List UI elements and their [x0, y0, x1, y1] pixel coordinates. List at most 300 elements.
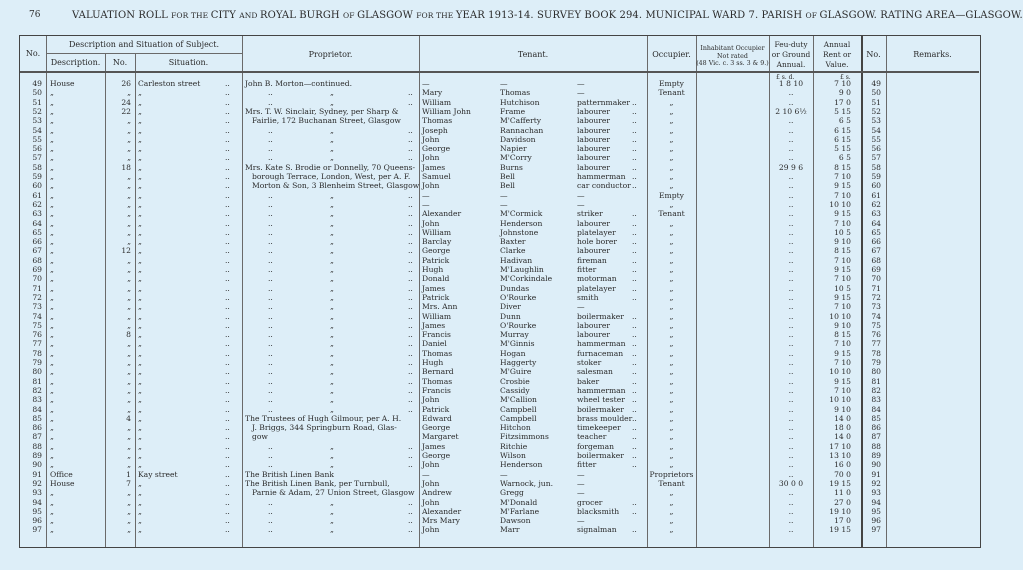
annual-rent: 6 5: [838, 153, 851, 163]
row-number: 54: [32, 125, 42, 135]
occupier: „: [669, 97, 674, 107]
situation: „: [138, 432, 142, 442]
row-number: 62: [32, 199, 42, 209]
situation: „: [138, 153, 142, 163]
situation: „: [138, 525, 142, 535]
leader-dots: ..: [225, 441, 230, 451]
row-number-right: 78: [871, 348, 881, 358]
leader-dots: ..: [225, 162, 230, 172]
proprietor-ditto: „: [330, 134, 334, 144]
leader-dots: ..: [225, 283, 230, 293]
feu-duty: 29 9 6: [778, 162, 804, 172]
street-number: „: [127, 283, 131, 293]
annual-rent: 16 0: [834, 460, 851, 470]
row-number-right: 88: [871, 441, 881, 451]
tenant-occupation: —: [577, 190, 585, 200]
leader-dots: ..: [225, 255, 230, 265]
tenant-surname: Henderson: [500, 218, 543, 228]
leader-dots: ..: [632, 106, 637, 116]
annual-rent: 14 0: [834, 432, 851, 442]
tenant-surname: Haggerty: [500, 358, 537, 367]
situation: „: [138, 190, 142, 200]
row-number-right: 73: [871, 302, 881, 312]
occupier: „: [669, 311, 674, 321]
row-number: 72: [32, 292, 42, 302]
feu-duty: ..: [788, 246, 794, 256]
annual-rent: 10 5: [834, 283, 851, 293]
proprietor-ditto: „: [330, 506, 334, 516]
proprietor-entry: gow: [252, 432, 268, 442]
situation: „: [138, 144, 142, 154]
leader-dots: ..: [225, 348, 230, 358]
row-number-right: 83: [871, 395, 881, 405]
annual-rent: 9 15: [834, 209, 851, 219]
table-row: [20, 135, 982, 144]
description: „: [50, 283, 54, 293]
table-row: [20, 265, 982, 274]
leader-dots: ..: [632, 497, 637, 507]
leader-dots: ..: [268, 190, 273, 200]
header-inhabitant-line1: Inhabitant Occupier: [700, 45, 765, 52]
tenant-first-name: James: [422, 162, 446, 172]
tenant-first-name: Francis: [422, 330, 451, 340]
tenant-surname: Fitzsimmons: [500, 432, 549, 442]
description: „: [50, 181, 54, 191]
title-part: VALUATION ROLL: [72, 10, 172, 21]
situation: „: [138, 423, 142, 433]
description: „: [50, 488, 54, 498]
leader-dots: ..: [632, 265, 637, 274]
tenant-surname: M'Cormick: [500, 209, 543, 219]
occupier: „: [669, 172, 674, 181]
occupier: „: [669, 488, 674, 498]
annual-rent: 6 5: [838, 116, 851, 126]
street-number: 7: [126, 478, 131, 488]
row-number-right: 53: [871, 116, 881, 126]
occupier: „: [669, 265, 674, 274]
situation: „: [138, 441, 142, 451]
row-number-right: 56: [871, 144, 881, 154]
table-row: [20, 163, 982, 172]
annual-rent: 19 15: [829, 478, 851, 488]
row-number: 57: [32, 153, 42, 163]
tenant-occupation: wheel tester: [577, 395, 625, 405]
title-part: CITY: [210, 10, 240, 21]
feu-duty: ..: [788, 172, 794, 181]
situation: „: [138, 172, 142, 181]
proprietor-entry: Mrs. Kate S. Brodie or Donnelly, 70 Queens-: [245, 162, 416, 172]
table-row: [20, 144, 982, 153]
row-number-right: 68: [871, 255, 881, 265]
table-row: [20, 460, 982, 469]
row-number: 49: [32, 79, 42, 88]
street-number: 12: [121, 246, 131, 256]
description: „: [50, 134, 54, 144]
header-sub-no: No.: [112, 58, 128, 67]
leader-dots: ..: [225, 237, 230, 247]
leader-dots: ..: [268, 348, 273, 358]
leader-dots: ..: [408, 246, 413, 256]
tenant-occupation: brass moulder: [577, 413, 633, 423]
leader-dots: ..: [408, 339, 413, 349]
leader-dots: ..: [632, 451, 637, 460]
row-number: 92: [32, 478, 42, 488]
leader-dots: ..: [268, 237, 273, 247]
annual-rent: 9 10: [834, 237, 851, 247]
row-number-right: 80: [871, 367, 881, 377]
annual-rent: 8 15: [834, 246, 851, 256]
row-number-right: 89: [871, 451, 881, 460]
situation: „: [138, 516, 142, 526]
tenant-surname: Cassidy: [500, 385, 530, 395]
leader-dots: ..: [268, 246, 273, 256]
tenant-surname: Hutchison: [500, 97, 540, 107]
annual-rent: 6 15: [834, 134, 851, 144]
table-row: [20, 107, 982, 116]
leader-dots: ..: [225, 311, 230, 321]
tenant-occupation: teacher: [577, 432, 607, 442]
tenant-surname: Hogan: [500, 348, 526, 358]
row-number-right: 86: [871, 423, 881, 433]
row-number-right: 61: [871, 190, 881, 200]
table-row: [20, 181, 982, 190]
proprietor-ditto: „: [330, 460, 334, 470]
header-feu-line3: Annual.: [776, 60, 806, 69]
leader-dots: ..: [225, 79, 230, 88]
row-number-right: 58: [871, 162, 881, 172]
occupier: „: [669, 274, 674, 284]
annual-rent: 7 10: [834, 302, 851, 312]
tenant-surname: Baxter: [500, 237, 526, 247]
tenant-first-name: James: [422, 320, 446, 330]
row-number: 96: [32, 516, 42, 526]
annual-rent: 7 10: [834, 172, 851, 181]
occupier: „: [669, 125, 674, 135]
tenant-surname: Davidson: [500, 134, 536, 144]
tenant-first-name: James: [422, 283, 446, 293]
street-number: „: [127, 358, 131, 367]
proprietor-ditto: „: [330, 237, 334, 247]
feu-duty: ..: [788, 432, 794, 442]
tenant-surname: M'Guire: [500, 367, 532, 377]
annual-rent: 7 10: [834, 255, 851, 265]
leader-dots: ..: [408, 516, 413, 526]
feu-duty: ..: [788, 227, 794, 237]
proprietor-entry: borough Terrace, London, West, per A. F.: [252, 172, 411, 181]
description: „: [50, 302, 54, 312]
occupier: „: [669, 144, 674, 154]
row-number-right: 81: [871, 376, 881, 386]
leader-dots: ..: [408, 292, 413, 302]
proprietor-ditto: „: [330, 376, 334, 386]
leader-dots: ..: [632, 413, 637, 423]
feu-duty: ..: [788, 292, 794, 302]
tenant-first-name: Patrick: [422, 255, 450, 265]
description: „: [50, 516, 54, 526]
row-number: 71: [32, 283, 42, 293]
description: „: [50, 218, 54, 228]
annual-rent: 13 10: [829, 451, 851, 460]
street-number: „: [127, 302, 131, 312]
proprietor-entry: The British Linen Bank: [245, 469, 334, 479]
row-number: 90: [32, 460, 42, 470]
street-number: „: [127, 451, 131, 460]
tenant-occupation: labourer: [577, 218, 611, 228]
proprietor-entry: Morton & Son, 3 Blenheim Street, Glasgow: [252, 181, 420, 191]
annual-rent: 5 15: [834, 144, 851, 154]
leader-dots: ..: [632, 385, 637, 395]
tenant-occupation: fitter: [577, 460, 597, 470]
feu-duty: ..: [788, 460, 794, 470]
situation: „: [138, 339, 142, 349]
row-number: 70: [32, 274, 42, 284]
leader-dots: ..: [632, 404, 637, 414]
leader-dots: ..: [632, 144, 637, 154]
description: „: [50, 320, 54, 330]
tenant-occupation: striker: [577, 209, 603, 219]
leader-dots: ..: [632, 237, 637, 247]
leader-dots: ..: [408, 441, 413, 451]
leader-dots: ..: [632, 134, 637, 144]
annual-rent: 10 10: [829, 311, 851, 321]
tenant-surname: M'Corry: [500, 153, 532, 163]
leader-dots: ..: [408, 367, 413, 377]
table-row: [20, 302, 982, 311]
row-number: 65: [32, 227, 42, 237]
situation: „: [138, 209, 142, 219]
occupier: „: [669, 506, 674, 516]
leader-dots: ..: [268, 311, 273, 321]
leader-dots: ..: [632, 358, 637, 367]
leader-dots: ..: [632, 153, 637, 163]
situation: Kay street: [138, 469, 178, 479]
situation: „: [138, 348, 142, 358]
feu-duty: ..: [788, 506, 794, 516]
tenant-occupation: labourer: [577, 162, 611, 172]
page-header: [0, 10, 1023, 24]
row-number: 82: [32, 385, 42, 395]
proprietor-entry: Fairlie, 172 Buchanan Street, Glasgow: [252, 116, 401, 126]
leader-dots: ..: [408, 144, 413, 154]
proprietor-ditto: „: [330, 385, 334, 395]
table-row: [20, 293, 982, 302]
occupier: „: [669, 451, 674, 460]
leader-dots: ..: [408, 385, 413, 395]
tenant-first-name: John: [422, 395, 440, 405]
description: „: [50, 525, 54, 535]
tenant-occupation: platelayer: [577, 283, 616, 293]
leader-dots: ..: [408, 97, 413, 107]
street-number: „: [127, 339, 131, 349]
description: „: [50, 265, 54, 274]
header-occupier: Occupier.: [652, 50, 691, 59]
situation: „: [138, 274, 142, 284]
tenant-first-name: —: [422, 190, 430, 200]
tenant-surname: Dawson: [500, 516, 531, 526]
proprietor-ditto: „: [330, 516, 334, 526]
leader-dots: ..: [225, 265, 230, 274]
tenant-occupation: platelayer: [577, 227, 616, 237]
description: „: [50, 385, 54, 395]
occupier: „: [669, 348, 674, 358]
proprietor-ditto: „: [330, 525, 334, 535]
row-number: 85: [32, 413, 42, 423]
street-number: „: [127, 376, 131, 386]
leader-dots: ..: [408, 153, 413, 163]
proprietor-ditto: „: [330, 97, 334, 107]
title-part: AND: [239, 11, 261, 20]
occupier: „: [669, 237, 674, 247]
row-number-right: 52: [871, 106, 881, 116]
header-inhabitant: [696, 45, 769, 68]
leader-dots: ..: [268, 441, 273, 451]
leader-dots: ..: [632, 460, 637, 470]
tenant-occupation: —: [577, 469, 585, 479]
table-row: [20, 284, 982, 293]
row-number-right: 62: [871, 199, 881, 209]
proprietor-ditto: „: [330, 218, 334, 228]
annual-rent: 7 10: [834, 79, 851, 88]
tenant-occupation: smith: [577, 292, 599, 302]
street-number: „: [127, 227, 131, 237]
header-annual-line3: Value.: [825, 60, 849, 69]
table-row: [20, 98, 982, 107]
situation: „: [138, 134, 142, 144]
header-annual-rent: [813, 40, 861, 70]
street-number: „: [127, 199, 131, 209]
annual-rent: 8 15: [834, 162, 851, 172]
street-number: „: [127, 460, 131, 470]
tenant-surname: O'Rourke: [500, 320, 537, 330]
leader-dots: ..: [268, 330, 273, 340]
tenant-occupation: baker: [577, 376, 600, 386]
leader-dots: ..: [408, 358, 413, 367]
feu-duty: ..: [788, 311, 794, 321]
situation: „: [138, 265, 142, 274]
table-row: [20, 274, 982, 283]
leader-dots: ..: [632, 246, 637, 256]
tenant-surname: Gregg: [500, 488, 524, 498]
proprietor-ditto: „: [330, 199, 334, 209]
description: „: [50, 199, 54, 209]
tenant-surname: M'Cafferty: [500, 116, 542, 126]
proprietor-ditto: „: [330, 367, 334, 377]
row-number: 91: [32, 469, 42, 479]
description: „: [50, 413, 54, 423]
tenant-first-name: Samuel: [422, 172, 451, 181]
leader-dots: ..: [225, 506, 230, 516]
tenant-first-name: Barclay: [422, 237, 452, 247]
proprietor-ditto: „: [330, 227, 334, 237]
leader-dots: ..: [408, 265, 413, 274]
feu-duty: ..: [788, 88, 794, 98]
row-number-right: 67: [871, 246, 881, 256]
street-number: 26: [121, 79, 131, 88]
occupier: „: [669, 218, 674, 228]
situation: „: [138, 330, 142, 340]
street-number: „: [127, 385, 131, 395]
street-number: „: [127, 209, 131, 219]
occupier: „: [669, 423, 674, 433]
tenant-surname: Crosbie: [500, 376, 530, 386]
tenant-first-name: George: [422, 144, 451, 154]
table-row: [20, 330, 982, 339]
tenant-surname: Rannachan: [500, 125, 544, 135]
proprietor-ditto: „: [330, 404, 334, 414]
title-part: FOR THE: [171, 11, 211, 20]
title-part: GLASGOW. RATING AREA—GLASGOW.: [819, 10, 1023, 21]
leader-dots: ..: [268, 302, 273, 312]
occupier: „: [669, 525, 674, 535]
feu-duty: 2 10 6½: [775, 106, 807, 116]
row-number: 58: [32, 162, 42, 172]
proprietor-ditto: „: [330, 441, 334, 451]
leader-dots: ..: [225, 516, 230, 526]
tenant-first-name: Mrs Mary: [422, 516, 460, 526]
tenant-occupation: grocer: [577, 497, 603, 507]
tenant-occupation: salesman: [577, 367, 613, 377]
table-row: [20, 414, 982, 423]
leader-dots: ..: [632, 283, 637, 293]
occupier: Proprietors: [649, 469, 694, 479]
leader-dots: ..: [408, 525, 413, 535]
row-number: 75: [32, 320, 42, 330]
street-number: „: [127, 237, 131, 247]
tenant-first-name: John: [422, 181, 440, 191]
tenant-first-name: George: [422, 451, 451, 460]
street-number: „: [127, 88, 131, 98]
description: Office: [50, 469, 73, 479]
situation: „: [138, 125, 142, 135]
tenant-first-name: Mary: [422, 88, 443, 98]
row-number: 97: [32, 525, 42, 535]
street-number: 24: [121, 97, 131, 107]
table-row: [20, 153, 982, 162]
proprietor-entry: The Trustees of Hugh Gilmour, per A. H.: [245, 413, 402, 423]
leader-dots: ..: [225, 116, 230, 126]
annual-rent: 17 10: [829, 441, 851, 451]
street-number: „: [127, 172, 131, 181]
leader-dots: ..: [408, 134, 413, 144]
row-number: 84: [32, 404, 42, 414]
row-number-right: 69: [871, 265, 881, 274]
proprietor-entry: Mrs. T. W. Sinclair, Sydney, per Sharp &: [245, 106, 399, 116]
street-number: 4: [126, 413, 131, 423]
proprietor-ditto: „: [330, 302, 334, 312]
tenant-occupation: labourer: [577, 330, 611, 340]
tenant-first-name: Alexander: [422, 209, 462, 219]
table-row: [20, 367, 982, 376]
street-number: 1: [126, 469, 131, 479]
tenant-first-name: Thomas: [422, 348, 453, 358]
table-row: [20, 200, 982, 209]
tenant-first-name: Thomas: [422, 376, 453, 386]
occupier: „: [669, 339, 674, 349]
leader-dots: ..: [408, 237, 413, 247]
description: „: [50, 125, 54, 135]
annual-rent: 27 0: [834, 497, 851, 507]
feu-duty: ..: [788, 283, 794, 293]
tenant-first-name: Mrs. Ann: [422, 302, 458, 312]
tenant-surname: M'Ginnis: [500, 339, 535, 349]
row-number: 50: [32, 88, 42, 98]
leader-dots: ..: [408, 209, 413, 219]
occupier: „: [669, 199, 674, 209]
annual-rent: 70 0: [834, 469, 851, 479]
leader-dots: ..: [268, 199, 273, 209]
leader-dots: ..: [225, 404, 230, 414]
table-row: [20, 191, 982, 200]
